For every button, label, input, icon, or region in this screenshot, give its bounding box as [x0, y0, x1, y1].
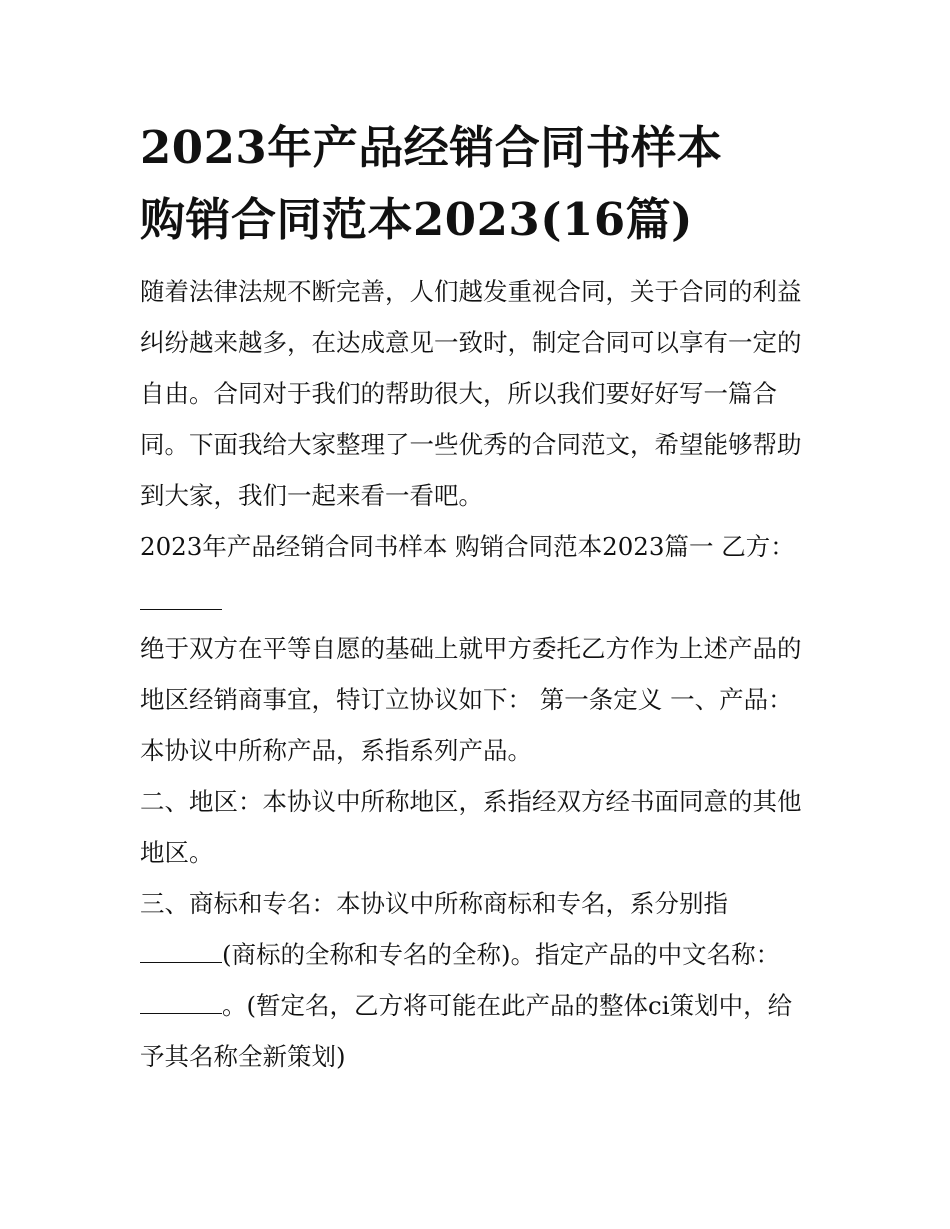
document-page	[140, 112, 820, 1082]
blank-line	[140, 572, 820, 623]
section-heading: 2023年产品经销合同书样本 购销合同范本2023篇一 乙方：	[140, 532, 795, 561]
paragraph-line: 予其名称全新策划)	[140, 1042, 346, 1071]
intro-paragraph	[140, 266, 820, 521]
paragraph-line	[140, 980, 820, 1031]
underline-blank	[140, 991, 222, 1014]
paragraph-line: 二、地区：本协议中所称地区，系指经双方经书面同意的其他	[140, 787, 802, 816]
intro-line: 自由。合同对于我们的帮助很大，所以我们要好好写一篇合	[140, 379, 777, 408]
title-line-2: 购销合同范本2023(16篇)	[140, 193, 693, 246]
title-line-1: 2023年产品经销合同书样本	[140, 121, 723, 174]
paragraph-line: 地区经销商事宜，特订立协议如下： 第一条定义 一、产品：	[140, 685, 793, 714]
blank-rule	[140, 609, 222, 610]
underline-blank	[140, 940, 222, 963]
paragraph-line: 绝于双方在平等自愿的基础上就甲方委托乙方作为上述产品的	[140, 634, 802, 663]
document-title	[140, 112, 820, 256]
paragraph-text: 。(暂定名，乙方将可能在此产品的整体ci策划中，给	[222, 991, 793, 1020]
paragraph-line	[140, 929, 820, 980]
paragraph-definitions	[140, 623, 820, 776]
intro-line: 同。下面我给大家整理了一些优秀的合同范文，希望能够帮助	[140, 430, 802, 459]
paragraph-region	[140, 776, 820, 878]
paragraph-text: (商标的全称和专名的全称)。指定产品的中文名称：	[222, 940, 781, 969]
paragraph-line: 三、商标和专名：本协议中所称商标和专名，系分别指	[140, 889, 728, 918]
intro-line: 随着法律法规不断完善，人们越发重视合同，关于合同的利益	[140, 277, 802, 306]
paragraph-trademark	[140, 878, 820, 1082]
paragraph-line: 本协议中所称产品，系指系列产品。	[140, 736, 532, 765]
intro-line: 纠纷越来越多，在达成意见一致时，制定合同可以享有一定的	[140, 328, 802, 357]
intro-line: 到大家，我们一起来看一看吧。	[140, 481, 483, 510]
paragraph-line: 地区。	[140, 838, 214, 867]
